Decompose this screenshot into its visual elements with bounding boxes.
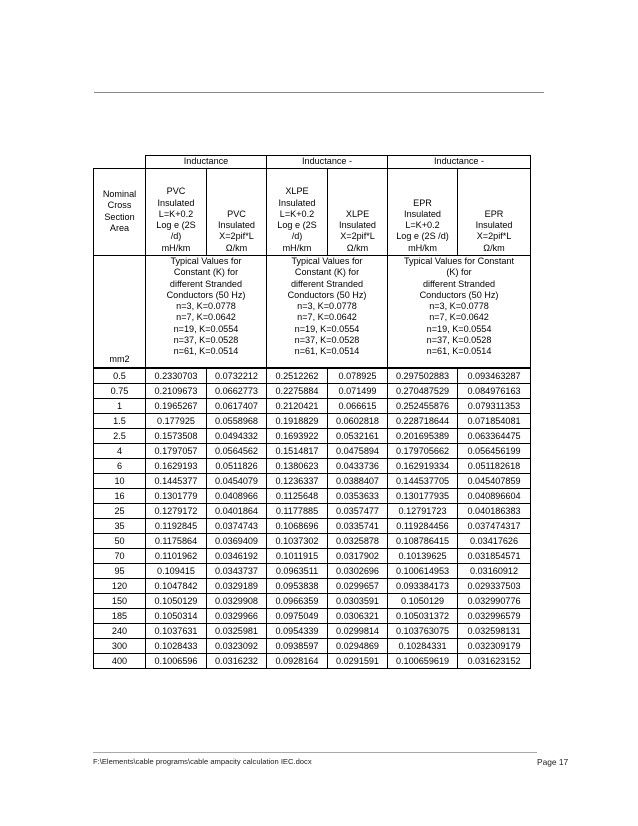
group-header-pvc: Inductance (146, 156, 267, 169)
table-cell: 2.5 (94, 428, 146, 443)
table-row (94, 518, 531, 533)
table-cell: 50 (94, 533, 146, 548)
footer-rule (93, 752, 537, 753)
table-cell: 0.0329908 (207, 593, 267, 608)
table-cell: 0.0388407 (328, 473, 388, 488)
table-cell: 0.105031372 (388, 608, 458, 623)
constant-note-row (94, 256, 531, 368)
constant-note-epr: Typical Values for Constant (K) for different Stranded Conductors (50 Hz) n=3, K=0.0778 n=7, K=0.0642 n=19, K=0.0554 n=37, K=0.0528 n=61, K=0.0514 (388, 256, 531, 368)
column-header-epr-reactance: EPR Insulated X=2pif*L Ω/km (458, 169, 531, 256)
table-cell: 25 (94, 503, 146, 518)
table-cell: 0.0343737 (207, 563, 267, 578)
table-cell: 0.130177935 (388, 488, 458, 503)
table-row (94, 578, 531, 593)
table-cell: 0.1445377 (146, 473, 207, 488)
table-cell: 0.0299657 (328, 578, 388, 593)
table-row (94, 443, 531, 458)
table-cell: 0.084976163 (458, 383, 531, 398)
column-header-nominal-area: Nominal Cross Section Area (94, 169, 146, 256)
table-cell: 0.270487529 (388, 383, 458, 398)
table-cell: 0.1236337 (267, 473, 328, 488)
table-cell: 0.0291591 (328, 653, 388, 668)
table-cell: 0.0303591 (328, 593, 388, 608)
table-cell: 0.1050129 (146, 593, 207, 608)
table-cell: 0.12791723 (388, 503, 458, 518)
table-row (94, 533, 531, 548)
table-cell: 0.037474317 (458, 518, 531, 533)
table-cell: 0.2330703 (146, 368, 207, 384)
table-cell: 0.252455876 (388, 398, 458, 413)
table-row (94, 608, 531, 623)
table-cell: 0.0306321 (328, 608, 388, 623)
column-header-pvc-reactance: PVC Insulated X=2pif*L Ω/km (207, 169, 267, 256)
table-cell: 0.1797057 (146, 443, 207, 458)
table-cell: 300 (94, 638, 146, 653)
table-cell: 0.063364475 (458, 428, 531, 443)
table-cell: 0.1514817 (267, 443, 328, 458)
table-cell: 0.0329966 (207, 608, 267, 623)
table-cell: 70 (94, 548, 146, 563)
column-header-xlpe-inductance: XLPE Insulated L=K+0.2 Log e (2S /d) mH/km (267, 169, 328, 256)
table-cell: 0.1918829 (267, 413, 328, 428)
table-cell: 0.228718644 (388, 413, 458, 428)
table-cell: 0.201695389 (388, 428, 458, 443)
table-cell: 0.1279172 (146, 503, 207, 518)
table-cell: 0.0454079 (207, 473, 267, 488)
table-cell: 0.1101962 (146, 548, 207, 563)
table-cell: 0.0335741 (328, 518, 388, 533)
unit-label: mm2 (94, 256, 146, 368)
table-cell: 400 (94, 653, 146, 668)
table-row (94, 503, 531, 518)
table-cell: 0.1050314 (146, 608, 207, 623)
table-cell: 95 (94, 563, 146, 578)
table-cell: 0.0433736 (328, 458, 388, 473)
footer-page-number: Page 17 (537, 757, 569, 767)
table-cell: 0.109415 (146, 563, 207, 578)
footer-file-path: F:\Elements\cable programs\cable ampacity calculation IEC.docx (93, 757, 312, 766)
table-cell: 0.051182618 (458, 458, 531, 473)
table-cell: 0.1047842 (146, 578, 207, 593)
table-cell: 0.1050129 (388, 593, 458, 608)
table-cell: 0.1028433 (146, 638, 207, 653)
table-cell: 0.1175864 (146, 533, 207, 548)
table-cell: 0.0299814 (328, 623, 388, 638)
table-row (94, 368, 531, 384)
table-cell: 6 (94, 458, 146, 473)
header-rule (94, 92, 544, 93)
table-cell: 0.066615 (328, 398, 388, 413)
table-cell: 0.1301779 (146, 488, 207, 503)
table-row (94, 623, 531, 638)
table-cell: 0.0346192 (207, 548, 267, 563)
table-cell: 0.0602818 (328, 413, 388, 428)
table-cell: 0.040896604 (458, 488, 531, 503)
table-cell: 0.1037302 (267, 533, 328, 548)
table-cell: 0.0953838 (267, 578, 328, 593)
table-cell: 0.0294869 (328, 638, 388, 653)
table-cell: 0.032996579 (458, 608, 531, 623)
table-cell: 16 (94, 488, 146, 503)
table-cell: 0.179705662 (388, 443, 458, 458)
table-row (94, 473, 531, 488)
group-header-row (94, 156, 531, 169)
table-cell: 0.0408966 (207, 488, 267, 503)
table-cell: 0.1177885 (267, 503, 328, 518)
table-cell: 0.1006596 (146, 653, 207, 668)
table-row (94, 383, 531, 398)
table-cell: 0.0325878 (328, 533, 388, 548)
table-cell: 0.0323092 (207, 638, 267, 653)
column-header-epr-inductance: EPR Insulated L=K+0.2 Log e (2S /d) mH/km (388, 169, 458, 256)
table-cell: 0.093384173 (388, 578, 458, 593)
table-cell: 0.0329189 (207, 578, 267, 593)
column-header-pvc-inductance: PVC Insulated L=K+0.2 Log e (2S /d) mH/km (146, 169, 207, 256)
table-row (94, 563, 531, 578)
table-cell: 0.093463287 (458, 368, 531, 384)
table-cell: 0.03160912 (458, 563, 531, 578)
table-row (94, 638, 531, 653)
table-cell: 1.5 (94, 413, 146, 428)
table-cell: 0.0938597 (267, 638, 328, 653)
table-cell: 0.100659619 (388, 653, 458, 668)
table-cell: 0.0662773 (207, 383, 267, 398)
group-header-xlpe: Inductance - (267, 156, 388, 169)
table-cell: 0.056456199 (458, 443, 531, 458)
table-cell: 0.2512262 (267, 368, 328, 384)
table-cell: 0.1037631 (146, 623, 207, 638)
table-cell: 0.032598131 (458, 623, 531, 638)
table-cell: 0.10284331 (388, 638, 458, 653)
table-cell: 0.031623152 (458, 653, 531, 668)
group-header-epr: Inductance - (388, 156, 531, 169)
table-cell: 0.0928164 (267, 653, 328, 668)
table-cell: 0.119284456 (388, 518, 458, 533)
table-cell: 0.0369409 (207, 533, 267, 548)
table-cell: 0.0317902 (328, 548, 388, 563)
table-row (94, 458, 531, 473)
table-cell: 0.177925 (146, 413, 207, 428)
table-cell: 0.031854571 (458, 548, 531, 563)
table-cell: 0.0325981 (207, 623, 267, 638)
table-cell: 0.0564562 (207, 443, 267, 458)
table-cell: 0.0532161 (328, 428, 388, 443)
table-cell: 0.071499 (328, 383, 388, 398)
table-cell: 0.2109673 (146, 383, 207, 398)
table-row (94, 488, 531, 503)
table-cell: 0.03417626 (458, 533, 531, 548)
inductance-table (93, 155, 531, 669)
table-row (94, 398, 531, 413)
table-row (94, 548, 531, 563)
table-cell: 0.1693922 (267, 428, 328, 443)
table-cell: 0.1573508 (146, 428, 207, 443)
table-body (94, 368, 531, 669)
table-cell: 35 (94, 518, 146, 533)
table-cell: 0.1068696 (267, 518, 328, 533)
table-cell: 0.0966359 (267, 593, 328, 608)
column-header-xlpe-reactance: XLPE Insulated X=2pif*L Ω/km (328, 169, 388, 256)
table-cell: 0.0617407 (207, 398, 267, 413)
table-cell: 0.0963511 (267, 563, 328, 578)
table-cell: 0.75 (94, 383, 146, 398)
table-cell: 0.1629193 (146, 458, 207, 473)
table-cell: 0.0511826 (207, 458, 267, 473)
table-cell: 0.078925 (328, 368, 388, 384)
table-cell: 120 (94, 578, 146, 593)
table-cell: 150 (94, 593, 146, 608)
table-cell: 0.1965267 (146, 398, 207, 413)
constant-note-xlpe: Typical Values for Constant (K) for different Stranded Conductors (50 Hz) n=3, K=0.0778 n=7, K=0.0642 n=19, K=0.0554 n=37, K=0.0528 n=61, K=0.0514 (267, 256, 388, 368)
table-cell: 0.2275884 (267, 383, 328, 398)
constant-note-pvc: Typical Values for Constant (K) for different Stranded Conductors (50 Hz) n=3, K=0.0778 n=7, K=0.0642 n=19, K=0.0554 n=37, K=0.0528 n=61, K=0.0514 (146, 256, 267, 368)
table-cell: 10 (94, 473, 146, 488)
table-cell: 0.2120421 (267, 398, 328, 413)
table-cell: 0.0401864 (207, 503, 267, 518)
table-cell: 0.0475894 (328, 443, 388, 458)
table-cell: 0.100614953 (388, 563, 458, 578)
table-cell: 0.1192845 (146, 518, 207, 533)
table-cell: 240 (94, 623, 146, 638)
table-cell: 1 (94, 398, 146, 413)
table-cell: 0.0302696 (328, 563, 388, 578)
table-cell: 0.045407859 (458, 473, 531, 488)
table-cell: 0.0975049 (267, 608, 328, 623)
table-cell: 0.071854081 (458, 413, 531, 428)
table-row (94, 428, 531, 443)
table-cell: 0.0316232 (207, 653, 267, 668)
table-cell: 0.108786415 (388, 533, 458, 548)
table-cell: 0.1125648 (267, 488, 328, 503)
table-cell: 0.0353633 (328, 488, 388, 503)
table-cell: 0.0558968 (207, 413, 267, 428)
table-cell: 0.032309179 (458, 638, 531, 653)
table-cell: 0.162919334 (388, 458, 458, 473)
table-cell: 0.0357477 (328, 503, 388, 518)
table-cell: 4 (94, 443, 146, 458)
table-row (94, 413, 531, 428)
column-header-row (94, 169, 531, 256)
table-cell: 0.1380623 (267, 458, 328, 473)
table-cell: 0.029337503 (458, 578, 531, 593)
table-cell: 0.10139625 (388, 548, 458, 563)
table-cell: 0.1011915 (267, 548, 328, 563)
table-cell: 185 (94, 608, 146, 623)
table-row (94, 593, 531, 608)
table-cell: 0.297502883 (388, 368, 458, 384)
table-cell: 0.144537705 (388, 473, 458, 488)
group-header-blank (94, 156, 146, 169)
table-cell: 0.040186383 (458, 503, 531, 518)
table-row (94, 653, 531, 668)
table-cell: 0.032990776 (458, 593, 531, 608)
table-cell: 0.0954339 (267, 623, 328, 638)
table-cell: 0.0732212 (207, 368, 267, 384)
table-cell: 0.5 (94, 368, 146, 384)
table-cell: 0.079311353 (458, 398, 531, 413)
table-cell: 0.0494332 (207, 428, 267, 443)
table-cell: 0.0374743 (207, 518, 267, 533)
table-cell: 0.103763075 (388, 623, 458, 638)
